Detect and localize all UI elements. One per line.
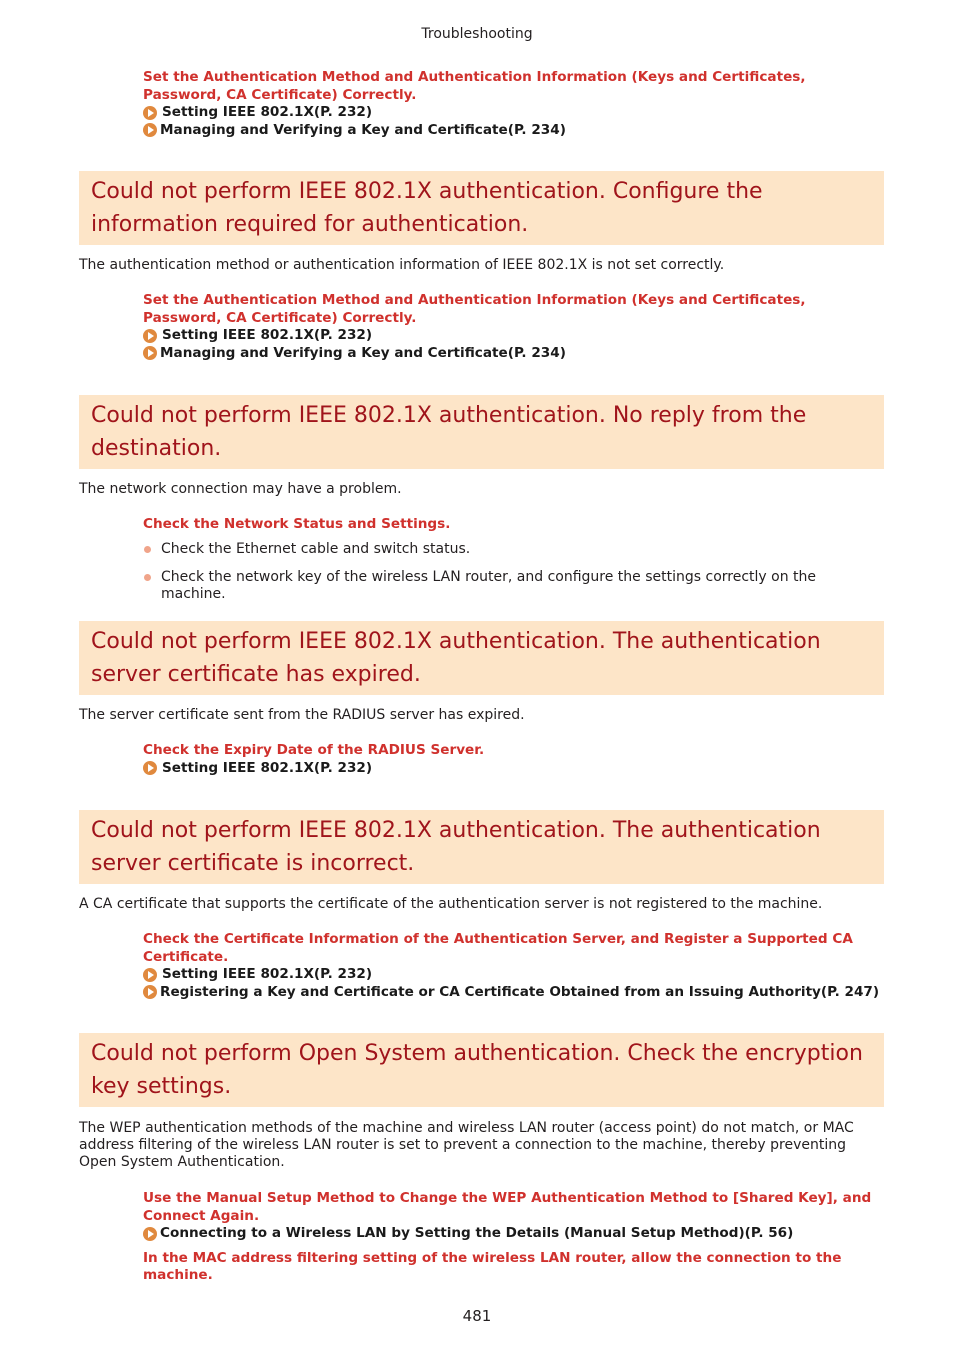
solution-block <box>143 292 883 362</box>
link-setting-ieee-8021x[interactable] <box>143 966 883 984</box>
link-setting-ieee-8021x[interactable] <box>143 104 883 122</box>
solution-block <box>143 931 883 1001</box>
section-heading-open-system: Could not perform Open System authentication. Check the encryption key settings. <box>79 1033 884 1107</box>
section-description: The server certificate sent from the RADIUS server has expired. <box>79 707 525 723</box>
link-label: Setting IEEE 802.1X(P. 232) <box>162 327 373 343</box>
section-description: A CA certificate that supports the certificate of the authentication server is not registered to the machine. <box>79 896 823 912</box>
arrow-right-icon <box>143 329 157 343</box>
top-solution-block <box>143 69 883 139</box>
section-description: The authentication method or authentication information of IEEE 802.1X is not set correctly. <box>79 257 725 273</box>
section-heading-configure-info: Could not perform IEEE 802.1X authentication. Configure the information required for authentication. <box>79 171 884 245</box>
arrow-right-icon <box>143 761 157 775</box>
solution-title: Check the Certificate Information of the Authentication Server, and Register a Supported CA Certificate. <box>143 931 853 965</box>
link-managing-key-certificate[interactable] <box>143 345 883 363</box>
solution-block <box>143 742 883 777</box>
link-wireless-lan-manual-setup[interactable] <box>143 1225 883 1243</box>
arrow-right-icon <box>143 123 157 137</box>
solution-title: Set the Authentication Method and Authentication Information (Keys and Certificates, Password, CA Certificate) Correctly. <box>143 69 806 103</box>
link-setting-ieee-8021x[interactable] <box>143 760 883 778</box>
arrow-right-icon <box>143 106 157 120</box>
bullet-list <box>143 541 883 614</box>
arrow-right-icon <box>143 346 157 360</box>
arrow-right-icon <box>143 968 157 982</box>
section-description: The WEP authentication methods of the machine and wireless LAN router (access point) do not match, or MAC address filtering of the wireless LAN router is set to prevent a connection to the machine, thereby preventing Open System Authentication. <box>79 1120 854 1170</box>
section-heading-cert-expired: Could not perform IEEE 802.1X authentication. The authentication server certificate has expired. <box>79 621 884 695</box>
solution-title: In the MAC address filtering setting of the wireless LAN router, allow the connection to the machine. <box>143 1249 842 1283</box>
link-label: Registering a Key and Certificate or CA Certificate Obtained from an Issuing Authority(P. 247) <box>160 983 880 1000</box>
solution-block <box>143 516 883 534</box>
link-label: Managing and Verifying a Key and Certificate(P. 234) <box>160 121 566 138</box>
solution-title: Set the Authentication Method and Authentication Information (Keys and Certificates, Password, CA Certificate) Correctly. <box>143 292 806 326</box>
page-number: 481 <box>462 1307 492 1325</box>
section-heading-cert-incorrect: Could not perform IEEE 802.1X authentication. The authentication server certificate is incorrect. <box>79 810 884 884</box>
solution-title: Check the Network Status and Settings. <box>143 516 451 532</box>
link-label: Connecting to a Wireless LAN by Setting the Details (Manual Setup Method)(P. 56) <box>160 1225 794 1241</box>
link-setting-ieee-8021x[interactable] <box>143 327 883 345</box>
solution-block <box>143 1190 883 1285</box>
list-item: Check the Ethernet cable and switch status. <box>143 541 883 558</box>
solution-title: Use the Manual Setup Method to Change the WEP Authentication Method to [Shared Key], and Connect Again. <box>143 1190 872 1224</box>
arrow-right-icon <box>143 1227 157 1241</box>
link-registering-key-certificate[interactable] <box>143 984 883 1002</box>
page-header: Troubleshooting <box>421 26 533 42</box>
arrow-right-icon <box>143 985 157 999</box>
section-description: The network connection may have a problem. <box>79 481 402 497</box>
section-heading-no-reply: Could not perform IEEE 802.1X authentication. No reply from the destination. <box>79 395 884 469</box>
solution-title: Check the Expiry Date of the RADIUS Server. <box>143 742 485 758</box>
link-label: Setting IEEE 802.1X(P. 232) <box>162 104 373 120</box>
link-label: Managing and Verifying a Key and Certificate(P. 234) <box>160 344 566 361</box>
link-label: Setting IEEE 802.1X(P. 232) <box>162 966 373 982</box>
list-item: Check the network key of the wireless LAN router, and configure the settings correctly on the machine. <box>143 569 883 603</box>
link-label: Setting IEEE 802.1X(P. 232) <box>162 759 373 776</box>
link-managing-key-certificate[interactable] <box>143 122 883 140</box>
